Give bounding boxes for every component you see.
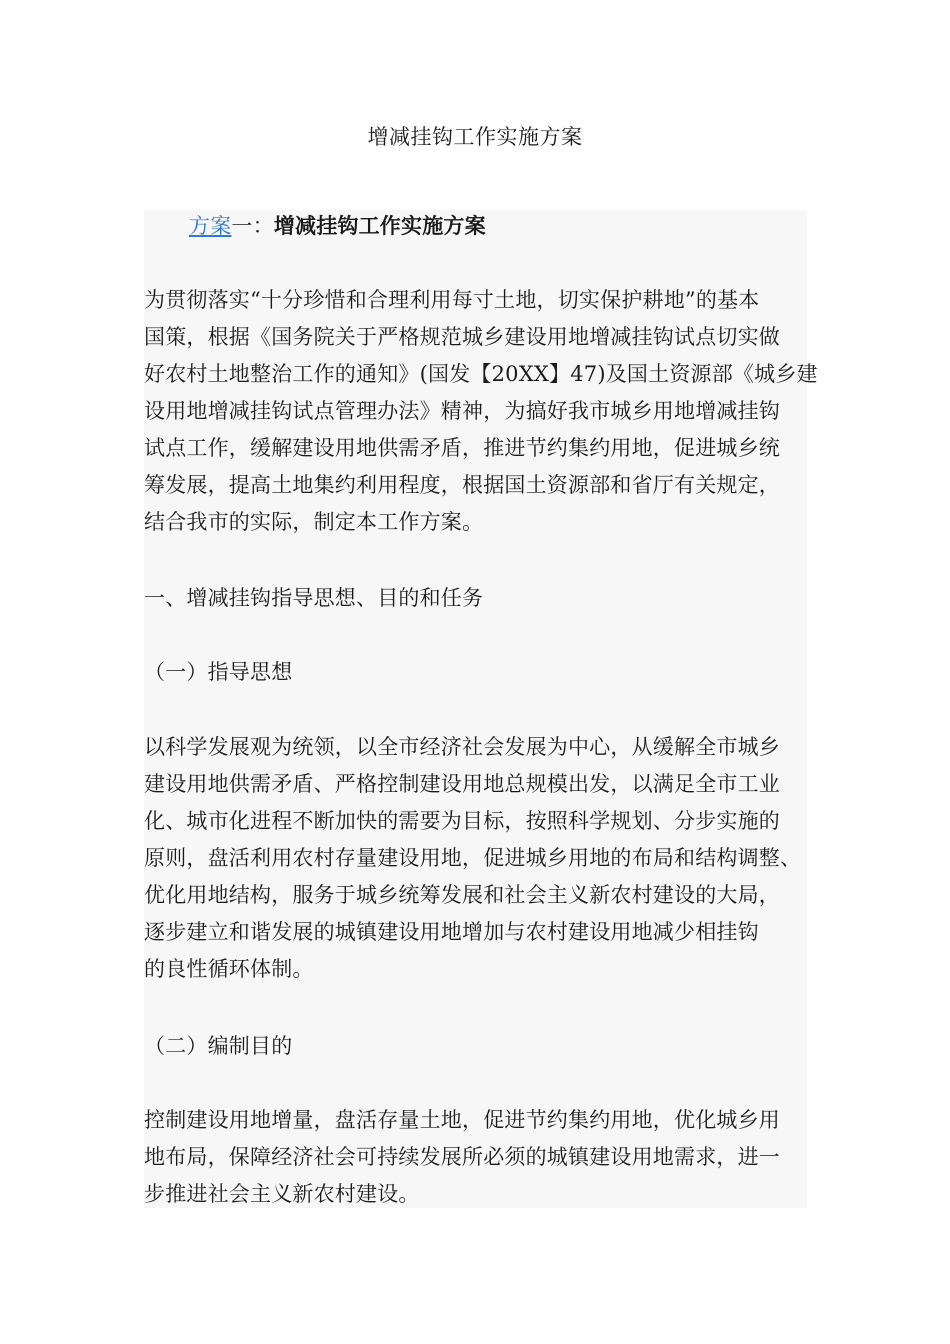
body-line: 的良性循环体制。 — [144, 957, 314, 981]
subsection-heading: （二）编制目的 — [144, 1034, 293, 1058]
body-line: 逐步建立和谐发展的城镇建设用地增加与农村建设用地减少相挂钩 — [144, 920, 759, 944]
intro-line: 试点工作，缓解建设用地供需矛盾，推进节约集约用地，促进城乡统 — [144, 436, 780, 460]
intro-line: 好农村土地整治工作的通知》(国发【20XX】47)及国土资源部《城乡建 — [144, 362, 818, 386]
body-line: 优化用地结构，服务于城乡统筹发展和社会主义新农村建设的大局， — [144, 883, 780, 907]
plan-heading: 增减挂钩工作实施方案 — [273, 213, 486, 238]
body-line: 原则，盘活利用农村存量建设用地，促进城乡用地的布局和结构调整、 — [144, 846, 802, 870]
plan-number: 一： — [231, 214, 274, 238]
intro-line: 筹发展，提高土地集约利用程度，根据国土资源部和省厅有关规定， — [144, 473, 780, 497]
plan-link[interactable]: 方案 — [189, 214, 232, 238]
intro-line: 结合我市的实际，制定本工作方案。 — [144, 510, 484, 534]
intro-line: 国策，根据《国务院关于严格规范城乡建设用地增减挂钩试点切实做 — [144, 325, 780, 349]
body-line: 化、城市化进程不断加快的需要为目标，按照科学规划、分步实施的 — [144, 809, 780, 833]
body-line: 以科学发展观为统领，以全市经济社会发展为中心，从缓解全市城乡 — [144, 735, 780, 759]
section-heading: 一、增减挂钩指导思想、目的和任务 — [144, 586, 484, 610]
intro-line: 设用地增减挂钩试点管理办法》精神，为搞好我市城乡用地增减挂钩 — [144, 399, 780, 423]
subsection-heading: （一）指导思想 — [144, 660, 293, 684]
document-title: 增减挂钩工作实施方案 — [367, 125, 583, 149]
body-line: 步推进社会主义新农村建设。 — [144, 1182, 420, 1206]
body-line: 地布局，保障经济社会可持续发展所必须的城镇建设用地需求，进一 — [144, 1145, 780, 1169]
body-line: 建设用地供需矛盾、严格控制建设用地总规模出发，以满足全市工业 — [144, 772, 780, 796]
intro-line: 为贯彻落实“十分珍惜和合理利用每寸土地，切实保护耕地”的基本 — [144, 288, 760, 312]
body-line: 控制建设用地增量，盘活存量土地，促进节约集约用地，优化城乡用 — [144, 1108, 780, 1132]
plan-subtitle — [189, 207, 486, 245]
